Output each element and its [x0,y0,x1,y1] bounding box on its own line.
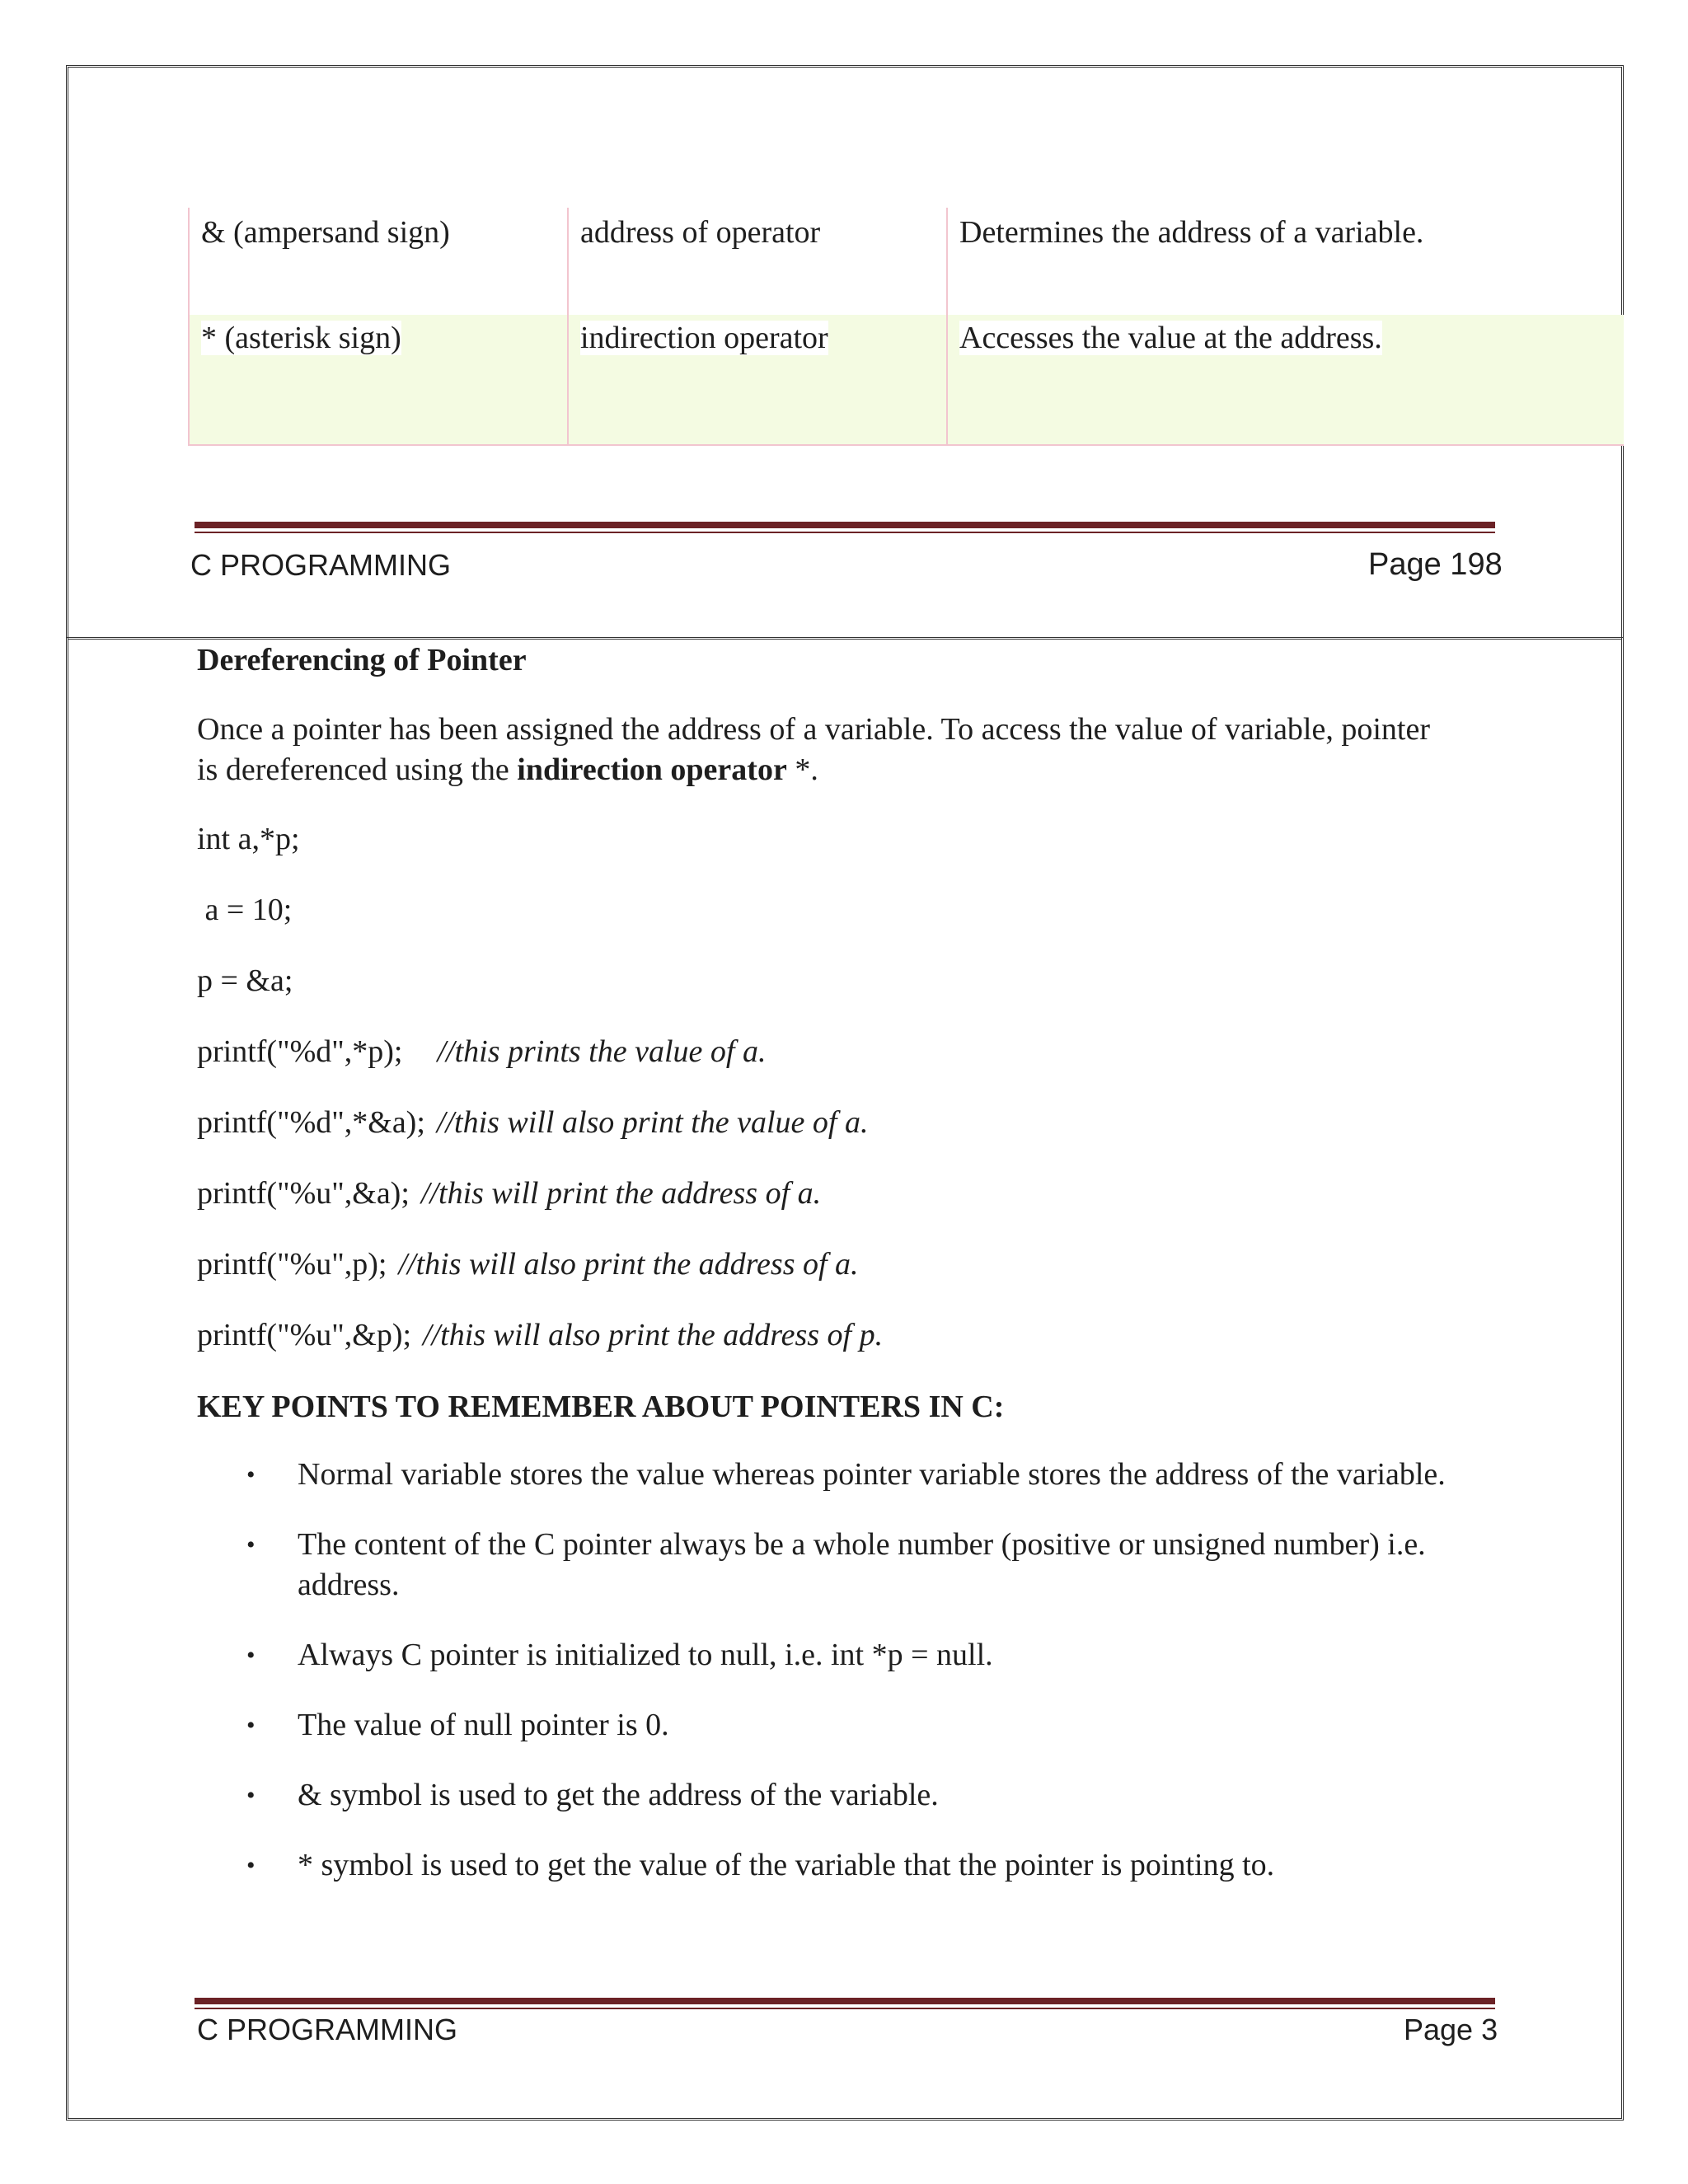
code-line: printf("%d",*&a); //this will also print the value of a. [197,1105,869,1140]
list-item: • * symbol is used to get the value of the variable that the pointer is pointing to. [246,1848,1275,1882]
footer-rule-bottom [195,1998,1495,2004]
table-cell-symbol: & (ampersand sign) [188,208,567,315]
table-cell-description: Determines the address of a variable. [946,208,1624,315]
code-line: printf("%u",p); //this will also print the address of a. [197,1247,859,1282]
operator-table [188,208,1624,446]
main-content [197,640,1516,790]
code-line: printf("%d",*p); //this prints the value of a. [197,1034,767,1069]
footer-page-bottom: Page 3 [1404,2013,1498,2046]
list-item: • Normal variable stores the value whereas pointer variable stores the address of the variable. [246,1457,1446,1492]
code-line: int a,*p; [197,822,300,856]
table-row [188,315,1624,446]
footer-rule-top-thin [195,532,1495,533]
code-line: a = 10; [197,893,293,927]
list-item: • The value of null pointer is 0. [246,1708,669,1742]
code-line: printf("%u",&p); //this will also print the address of p. [197,1318,884,1352]
footer-title-bottom: C PROGRAMMING [197,2013,458,2046]
table-row [188,208,1624,315]
footer-title-top: C PROGRAMMING [190,548,452,582]
table-cell-name: indirection operator [567,315,946,444]
table-cell-description: Accesses the value at the address. [946,315,1624,444]
section-heading: Dereferencing of Pointer [197,643,527,677]
key-points-heading: KEY POINTS TO REMEMBER ABOUT POINTERS IN C: [197,1390,1005,1424]
table-cell-symbol: * (asterisk sign) [188,315,567,444]
table-cell-name: address of operator [567,208,946,315]
code-line: printf("%u",&a); //this will print the address of a. [197,1176,822,1211]
intro-paragraph: Once a pointer has been assigned the address of a variable. To access the value of variable, pointer is dereferenced using the indirection operator *. [197,712,1430,787]
footer-rule-top [195,522,1495,528]
code-line: p = &a; [197,963,293,998]
footer-rule-bottom-thin [195,2008,1495,2009]
list-item: • Always C pointer is initialized to null, i.e. int *p = null. [246,1638,993,1672]
footer-page-top: Page 198 [1368,547,1503,582]
list-item: • & symbol is used to get the address of the variable. [246,1778,939,1812]
list-item: • The content of the C pointer always be a whole number (positive or unsigned number) i.e. address. [246,1527,1426,1602]
key-points-list [197,1455,1483,1915]
